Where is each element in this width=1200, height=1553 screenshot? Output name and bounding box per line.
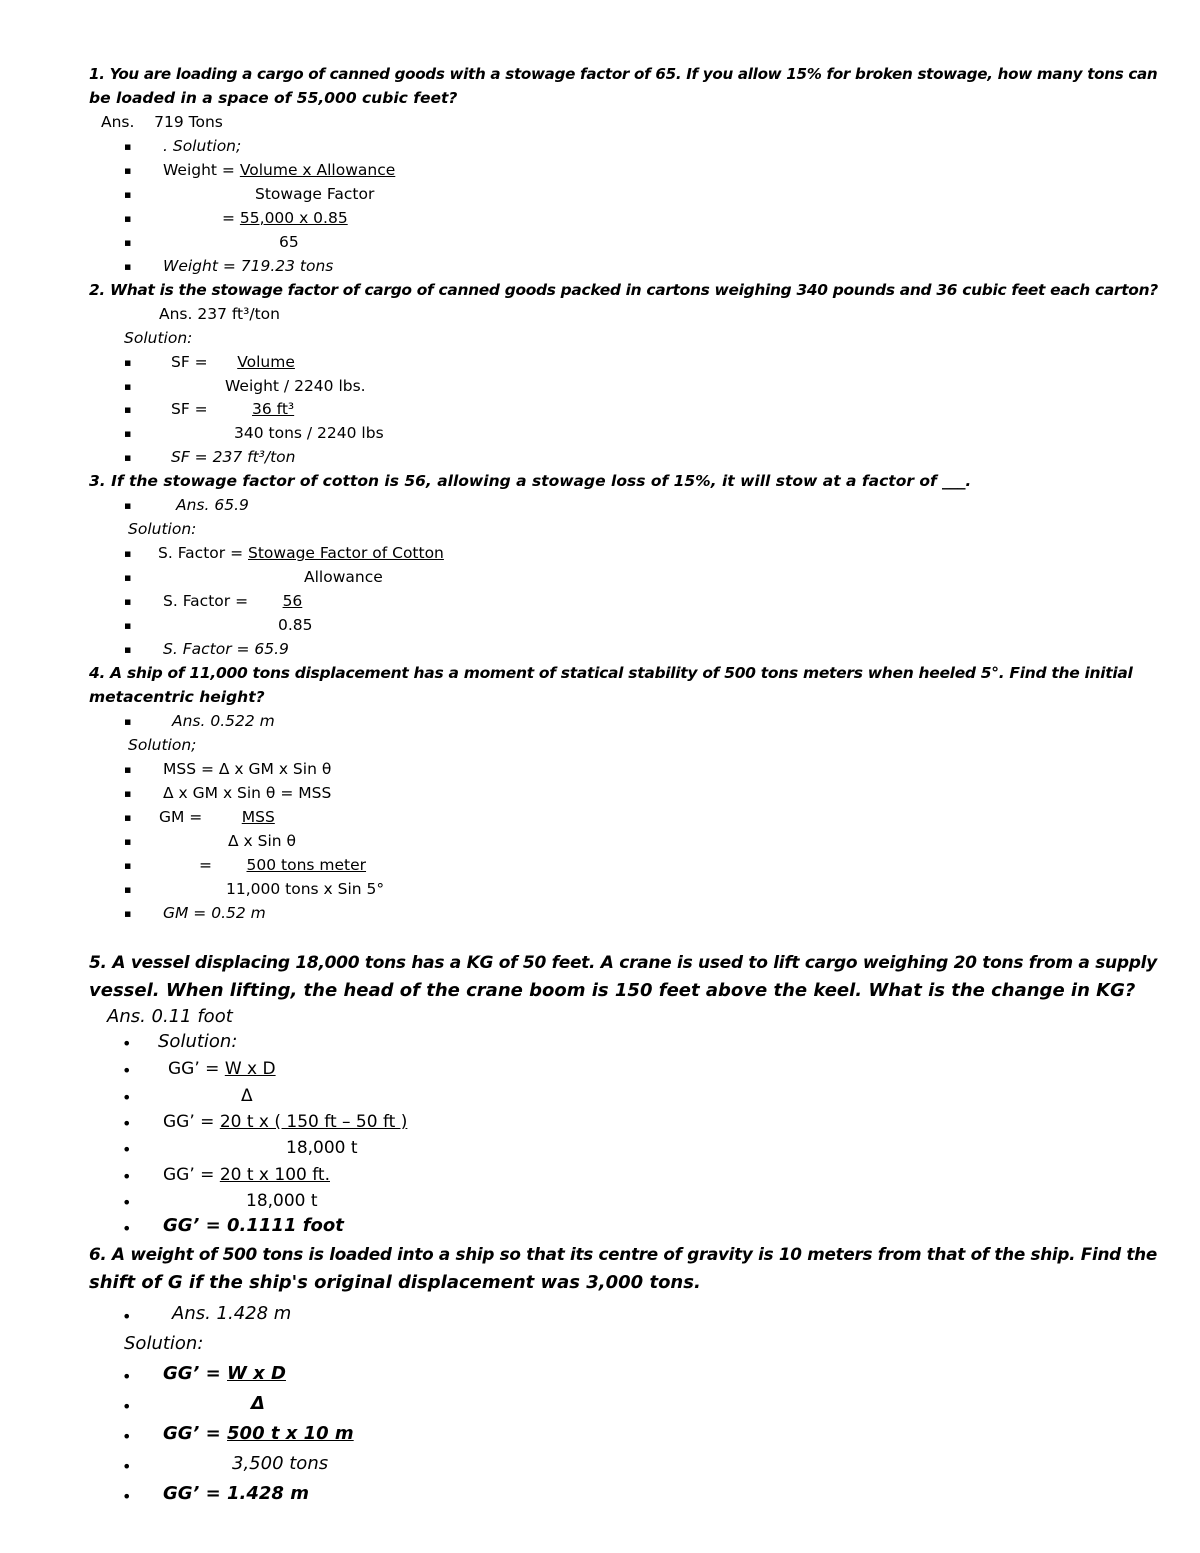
q6-step3 bbox=[163, 1421, 354, 1447]
q3-step3 bbox=[163, 590, 302, 612]
bullet-icon: ▪ bbox=[124, 499, 132, 512]
q5-step1-numerator: W x D bbox=[224, 1059, 276, 1079]
q4-step5-eq: = bbox=[199, 856, 212, 874]
q5-step4-denominator: 18,000 t bbox=[286, 1138, 358, 1158]
bullet-icon: • bbox=[122, 1114, 132, 1133]
q3-step2-denominator: Allowance bbox=[304, 568, 383, 586]
q5-step1 bbox=[168, 1056, 276, 1082]
q3-solution-heading: Solution: bbox=[128, 520, 197, 538]
q4-step3-left: GM = bbox=[159, 808, 203, 826]
bullet-icon: ▪ bbox=[124, 715, 132, 728]
q4-step5-numerator: 500 tons meter bbox=[246, 856, 367, 874]
q4-question-line1: 4. A ship of 11,000 tons displacement has a moment of statical stability of 500 tons meters when heeled 5°. Find the initial bbox=[89, 664, 1133, 682]
q1-answer-label bbox=[101, 111, 223, 133]
q5-step6-denominator: 18,000 t bbox=[246, 1191, 318, 1211]
q3-question: 3. If the stowage factor of cotton is 56, allowing a stowage loss of 15%, it will stow at a factor of ___. bbox=[89, 472, 972, 490]
q2-solution-heading: Solution: bbox=[124, 329, 193, 347]
bullet-icon: • bbox=[122, 1193, 132, 1212]
q6-result: GG’ = 1.428 m bbox=[163, 1483, 309, 1504]
q5-step5-numerator: 20 t x 100 ft. bbox=[219, 1165, 330, 1185]
bullet-icon: ▪ bbox=[124, 811, 132, 824]
q2-step4-denominator: 340 tons / 2240 lbs bbox=[234, 424, 384, 442]
q6-step2-denominator: Δ bbox=[251, 1393, 265, 1414]
bullet-icon: • bbox=[122, 1487, 132, 1506]
q3-answer: Ans. 65.9 bbox=[176, 496, 249, 514]
q5-step3 bbox=[163, 1109, 407, 1135]
q2-step3-left: SF = bbox=[171, 400, 208, 418]
q4-step4-denominator: Δ x Sin θ bbox=[228, 832, 297, 850]
q6-question-line1: 6. A weight of 500 tons is loaded into a ship so that its centre of gravity is 10 meters from that of the ship. Find the bbox=[89, 1244, 1157, 1264]
q4-step3 bbox=[159, 806, 275, 828]
q3-step3-left: S. Factor = bbox=[163, 592, 249, 610]
q6-step1 bbox=[163, 1361, 286, 1387]
q2-answer: Ans. 237 ft³/ton bbox=[159, 305, 280, 323]
bullet-icon: • bbox=[122, 1219, 132, 1238]
q1-step1-numerator: Volume x Allowance bbox=[239, 161, 396, 179]
q5-solution-heading: Solution: bbox=[158, 1031, 238, 1052]
q5-step3-numerator: 20 t x ( 150 ft – 50 ft ) bbox=[219, 1112, 408, 1132]
bullet-icon: ▪ bbox=[124, 859, 132, 872]
q5-step2-denominator: Δ bbox=[241, 1086, 253, 1106]
q1-ans-label: Ans. bbox=[101, 113, 135, 131]
q6-solution-heading: Solution: bbox=[124, 1333, 204, 1354]
q1-step3-numerator: 55,000 x 0.85 bbox=[239, 209, 348, 227]
q1-solution-heading: . Solution; bbox=[163, 137, 242, 155]
bullet-icon: ▪ bbox=[124, 380, 132, 393]
q2-step1 bbox=[171, 351, 295, 373]
q5-step1-left: GG’ = bbox=[168, 1059, 225, 1079]
bullet-icon: ▪ bbox=[124, 212, 132, 225]
q2-step1-left: SF = bbox=[171, 353, 208, 371]
q4-step3-numerator: MSS bbox=[241, 808, 275, 826]
q3-step3-numerator: 56 bbox=[282, 592, 303, 610]
bullet-icon: ▪ bbox=[124, 140, 132, 153]
q4-step1: MSS = Δ x GM x Sin θ bbox=[163, 760, 332, 778]
bullet-icon: • bbox=[122, 1307, 132, 1326]
q2-step1-numerator: Volume bbox=[237, 353, 295, 371]
q1-step2-denominator: Stowage Factor bbox=[255, 185, 375, 203]
q5-answer: Ans. 0.11 foot bbox=[107, 1006, 233, 1027]
q6-step3-numerator: 500 t x 10 m bbox=[227, 1423, 354, 1444]
q5-question-line2: vessel. When lifting, the head of the crane boom is 150 feet above the keel. What is the change in KG? bbox=[89, 980, 1136, 1001]
q1-question-line2: be loaded in a space of 55,000 cubic feet? bbox=[89, 89, 458, 107]
q6-question-line2: shift of G if the ship's original displacement was 3,000 tons. bbox=[89, 1272, 701, 1293]
q2-result: SF = 237 ft³/ton bbox=[171, 448, 296, 466]
bullet-icon: • bbox=[122, 1397, 132, 1416]
bullet-icon: ▪ bbox=[124, 236, 132, 249]
q2-step3-numerator: 36 ft³ bbox=[252, 400, 295, 418]
bullet-icon: ▪ bbox=[124, 260, 132, 273]
q5-step5-left: GG’ = bbox=[163, 1165, 220, 1185]
bullet-icon: ▪ bbox=[124, 356, 132, 369]
q2-step2-denominator: Weight / 2240 lbs. bbox=[225, 377, 366, 395]
bullet-icon: ▪ bbox=[124, 571, 132, 584]
bullet-icon: • bbox=[122, 1034, 132, 1053]
q5-step5 bbox=[163, 1162, 330, 1188]
bullet-icon: ▪ bbox=[124, 907, 132, 920]
bullet-icon: • bbox=[122, 1140, 132, 1159]
bullet-icon: ▪ bbox=[124, 763, 132, 776]
bullet-icon: ▪ bbox=[124, 595, 132, 608]
q1-question-line1: 1. You are loading a cargo of canned goods with a stowage factor of 65. If you allow 15% for broken stowage, how many tons can bbox=[89, 65, 1158, 83]
q1-result: Weight = 719.23 tons bbox=[163, 257, 334, 275]
bullet-icon: ▪ bbox=[124, 403, 132, 416]
bullet-icon: • bbox=[122, 1457, 132, 1476]
bullet-icon: • bbox=[122, 1367, 132, 1386]
bullet-icon: ▪ bbox=[124, 427, 132, 440]
q1-step4-denominator: 65 bbox=[279, 233, 299, 251]
bullet-icon: ▪ bbox=[124, 188, 132, 201]
q6-step4-denominator: 3,500 tons bbox=[232, 1453, 329, 1474]
q3-step1-left: S. Factor = bbox=[158, 544, 244, 562]
q6-step3-left: GG’ = bbox=[163, 1423, 228, 1444]
bullet-icon: ▪ bbox=[124, 643, 132, 656]
q1-step3-eq: = bbox=[222, 209, 240, 227]
q6-step1-left: GG’ = bbox=[163, 1363, 228, 1384]
q5-question-line1: 5. A vessel displacing 18,000 tons has a KG of 50 feet. A crane is used to lift cargo weighing 20 tons from a supply bbox=[89, 953, 1157, 973]
q1-step3 bbox=[222, 207, 348, 229]
q5-result: GG’ = 0.1111 foot bbox=[163, 1215, 344, 1236]
q4-solution-heading: Solution; bbox=[128, 736, 197, 754]
bullet-icon: • bbox=[122, 1088, 132, 1107]
bullet-icon: • bbox=[122, 1427, 132, 1446]
bullet-icon: ▪ bbox=[124, 451, 132, 464]
q4-step6-denominator: 11,000 tons x Sin 5° bbox=[226, 880, 385, 898]
q3-step4-denominator: 0.85 bbox=[278, 616, 313, 634]
q4-result: GM = 0.52 m bbox=[163, 904, 266, 922]
bullet-icon: • bbox=[122, 1061, 132, 1080]
q5-step3-left: GG’ = bbox=[163, 1112, 220, 1132]
bullet-icon: ▪ bbox=[124, 883, 132, 896]
q3-result: S. Factor = 65.9 bbox=[163, 640, 289, 658]
q6-answer: Ans. 1.428 m bbox=[172, 1303, 292, 1324]
q4-answer: Ans. 0.522 m bbox=[172, 712, 275, 730]
bullet-icon: ▪ bbox=[124, 787, 132, 800]
bullet-icon: ▪ bbox=[124, 619, 132, 632]
q6-step1-numerator: W x D bbox=[227, 1363, 286, 1384]
q1-step1 bbox=[163, 159, 395, 181]
q1-step1-left: Weight = bbox=[163, 161, 240, 179]
q4-question-line2: metacentric height? bbox=[89, 688, 265, 706]
q2-step3 bbox=[171, 398, 294, 420]
bullet-icon: ▪ bbox=[124, 547, 132, 560]
bullet-icon: ▪ bbox=[124, 164, 132, 177]
q4-step2: Δ x GM x Sin θ = MSS bbox=[163, 784, 332, 802]
q1-ans-value: 719 Tons bbox=[154, 113, 223, 131]
bullet-icon: • bbox=[122, 1167, 132, 1186]
q3-step1-numerator: Stowage Factor of Cotton bbox=[248, 544, 444, 562]
q4-step5 bbox=[199, 854, 366, 876]
q3-step1 bbox=[158, 542, 444, 564]
q2-question: 2. What is the stowage factor of cargo of canned goods packed in cartons weighing 340 pounds and 36 cubic feet each carton? bbox=[89, 281, 1158, 299]
bullet-icon: ▪ bbox=[124, 835, 132, 848]
